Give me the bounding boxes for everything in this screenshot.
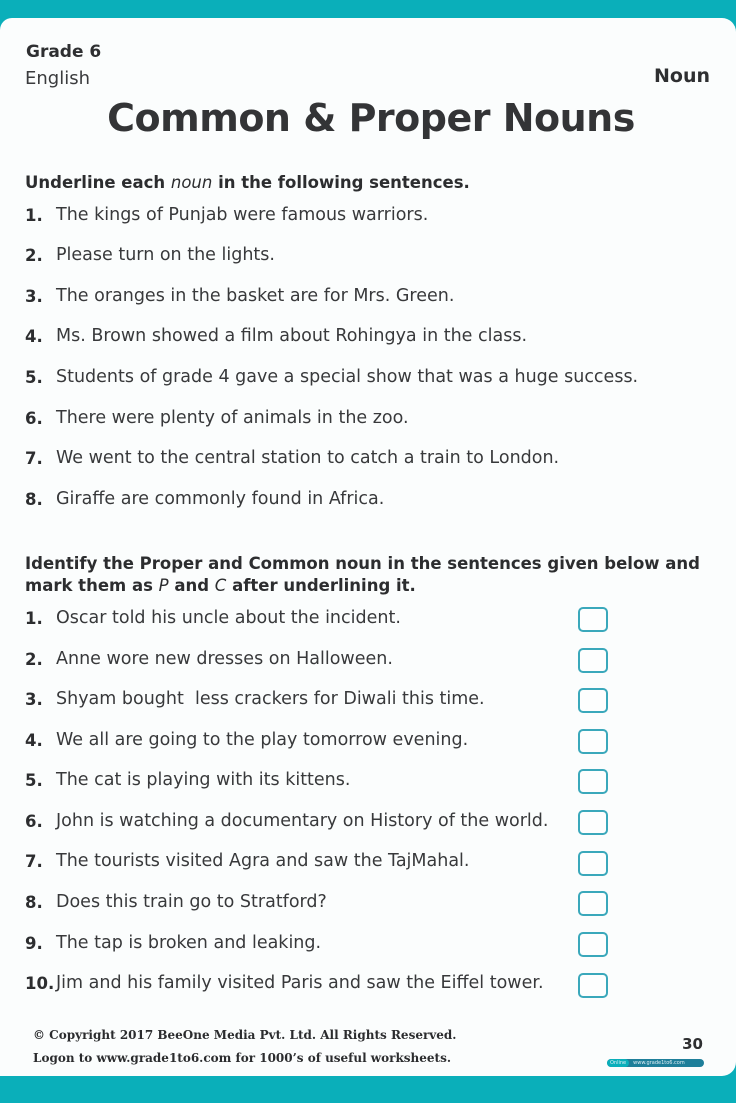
answer-box[interactable]: [578, 891, 608, 916]
item-number: 5.: [25, 770, 43, 790]
item-number: 6.: [25, 811, 43, 831]
item-number: 1.: [25, 205, 43, 225]
answer-box[interactable]: [578, 729, 608, 754]
answer-box[interactable]: [578, 688, 608, 713]
item-text: Does this train go to Stratford?: [56, 892, 327, 912]
page-title: Common & Proper Nouns: [107, 96, 635, 140]
sentence-item: [25, 487, 384, 511]
sentence-item: [25, 243, 275, 267]
instruction-italic: C: [214, 576, 227, 595]
item-number: 4.: [25, 730, 43, 750]
answer-box[interactable]: [578, 648, 608, 673]
item-text: Shyam bought less crackers for Diwali this time.: [56, 689, 485, 709]
item-number: 1.: [25, 608, 43, 628]
sentence-item: [25, 849, 469, 873]
section1-instruction: [25, 172, 715, 194]
item-number: 3.: [25, 689, 43, 709]
item-text: The kings of Punjab were famous warriors.: [56, 205, 429, 225]
item-text: Please turn on the lights.: [56, 245, 275, 265]
answer-box[interactable]: [578, 851, 608, 876]
item-text: The tap is broken and leaking.: [56, 933, 322, 953]
grade-label: Grade 6: [26, 42, 102, 62]
sentence-item: [25, 931, 321, 955]
instruction-italic: noun: [170, 173, 213, 192]
item-number: 8.: [25, 489, 43, 509]
item-number: 3.: [25, 286, 43, 306]
answer-box[interactable]: [578, 932, 608, 957]
instruction-text: and: [168, 576, 215, 595]
subject-label: English: [25, 68, 90, 89]
item-text: Jim and his family visited Paris and saw the Eiffel tower.: [56, 973, 544, 993]
sentence-item: [25, 446, 559, 470]
item-number: 2.: [25, 245, 43, 265]
answer-box[interactable]: [578, 973, 608, 998]
item-number: 10.: [25, 973, 55, 993]
item-text: Students of grade 4 gave a special show that was a huge success.: [56, 367, 639, 387]
item-number: 2.: [25, 649, 43, 669]
website-badge: [607, 1059, 704, 1067]
item-number: 5.: [25, 367, 43, 387]
section2-instruction: [25, 553, 715, 597]
item-text: The cat is playing with its kittens.: [56, 770, 351, 790]
item-number: 9.: [25, 933, 43, 953]
website-promo: Logon to www.grade1to6.com for 1000’s of useful worksheets.: [33, 1051, 452, 1065]
badge-url: www.grade1to6.com: [633, 1060, 685, 1066]
sentence-item: [25, 971, 544, 995]
sentence-item: [25, 324, 527, 348]
instruction-text: mark them as: [25, 576, 159, 595]
badge-tag: Online: [607, 1059, 629, 1067]
copyright-notice: © Copyright 2017 BeeOne Media Pvt. Ltd. All Rights Reserved.: [33, 1028, 457, 1042]
instruction-text: Underline each: [25, 173, 171, 192]
instruction-text: in the following sentences.: [212, 173, 470, 192]
sentence-item: [25, 284, 454, 308]
sentence-item: [25, 890, 327, 914]
sentence-item: [25, 768, 350, 792]
answer-box[interactable]: [578, 607, 608, 632]
item-number: 7.: [25, 851, 43, 871]
item-text: We all are going to the play tomorrow evening.: [56, 730, 469, 750]
sentence-item: [25, 365, 638, 389]
answer-box[interactable]: [578, 810, 608, 835]
sentence-item: [25, 406, 409, 430]
instruction-text: after underlining it.: [226, 576, 416, 595]
sentence-item: [25, 687, 485, 711]
item-text: We went to the central station to catch a train to London.: [56, 448, 560, 468]
answer-box[interactable]: [578, 769, 608, 794]
sentence-item: [25, 728, 468, 752]
item-number: 6.: [25, 408, 43, 428]
item-text: Oscar told his uncle about the incident.: [56, 608, 401, 628]
item-text: The oranges in the basket are for Mrs. Green.: [56, 286, 455, 306]
item-number: 8.: [25, 892, 43, 912]
item-text: There were plenty of animals in the zoo.: [56, 408, 409, 428]
sentence-item: [25, 647, 393, 671]
worksheet-page: [0, 18, 736, 1076]
item-number: 4.: [25, 326, 43, 346]
item-text: Giraffe are commonly found in Africa.: [56, 489, 385, 509]
sentence-item: [25, 606, 401, 630]
item-text: John is watching a documentary on History of the world.: [56, 811, 549, 831]
sentence-item: [25, 809, 548, 833]
item-text: Ms. Brown showed a film about Rohingya in the class.: [56, 326, 528, 346]
sentence-item: [25, 203, 428, 227]
item-number: 7.: [25, 448, 43, 468]
instruction-line2: [25, 575, 715, 597]
topic-label: Noun: [653, 65, 710, 87]
instruction-italic: P: [158, 576, 169, 595]
instruction-text: Identify the Proper and Common noun in the sentences given below and: [25, 554, 700, 573]
item-text: Anne wore new dresses on Halloween.: [56, 649, 393, 669]
page-number: 30: [682, 1035, 703, 1053]
item-text: The tourists visited Agra and saw the TajMahal.: [56, 851, 470, 871]
